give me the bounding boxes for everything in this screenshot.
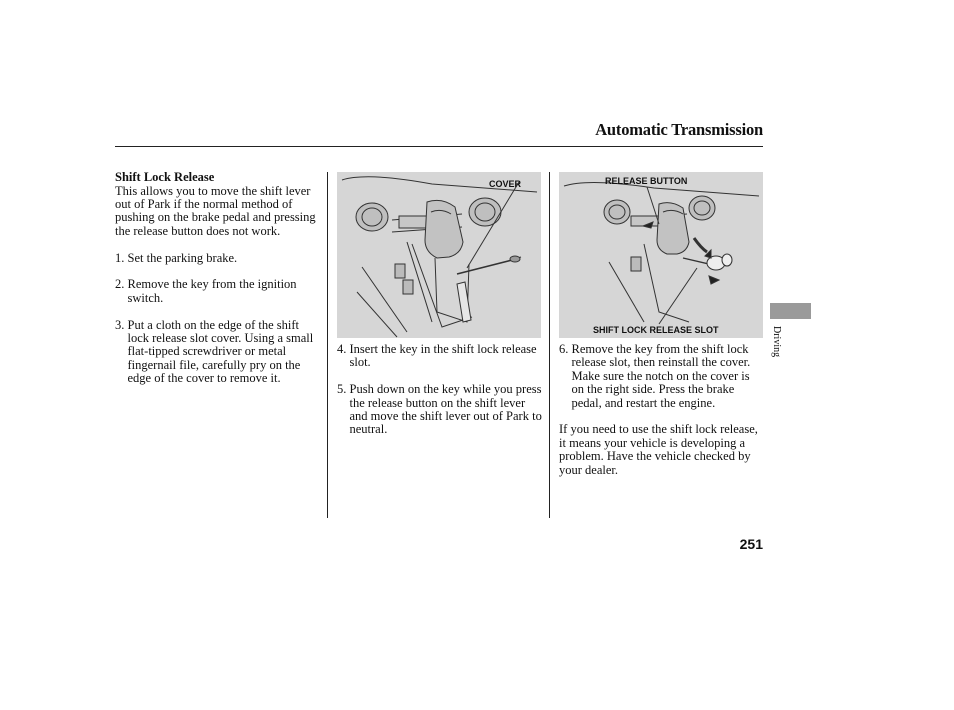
callout-release-button: RELEASE BUTTON <box>605 176 688 186</box>
section-heading: Shift Lock Release <box>115 170 215 184</box>
callout-shift-lock-release-slot: SHIFT LOCK RELEASE SLOT <box>593 325 719 335</box>
closing-note: If you need to use the shift lock release, it means your vehicle is developing a problem. Have the vehicle checked by your dealer. <box>559 422 758 477</box>
shift-lock-release-illustration <box>559 172 763 338</box>
step-number: 2. <box>115 277 125 292</box>
step-text: Push down on the key while you press the release button on the shift lever and move the shift lever out of Park to neutral. <box>349 382 542 437</box>
step-2 <box>115 278 321 305</box>
page-title: Automatic Transmission <box>595 120 763 139</box>
step-text: Set the parking brake. <box>127 250 238 265</box>
section-intro: This allows you to move the shift lever out of Park if the normal method of pushing on the brake pedal and pressing the release button does not work. <box>115 183 316 238</box>
step-number: 4. <box>337 342 347 356</box>
section-side-label: Driving <box>771 326 782 358</box>
step-number: 6. <box>559 342 569 356</box>
column-divider <box>549 172 550 518</box>
step-1 <box>115 252 321 265</box>
column-2 <box>337 343 543 437</box>
step-6 <box>559 343 764 410</box>
section-side-tab <box>770 303 811 319</box>
step-number: 1. <box>115 250 125 265</box>
column-3 <box>559 343 764 477</box>
figure-release-slot <box>559 172 763 338</box>
figure-cover-removal <box>337 172 541 338</box>
title-divider <box>115 146 763 147</box>
callout-cover: COVER <box>489 179 522 189</box>
step-text: Put a cloth on the edge of the shift lock release slot cover. Using a small flat-tipped screwdriver or metal fingernail file, carefully pry on the edge of the cover to remove it. <box>127 317 314 386</box>
column-1 <box>115 171 321 386</box>
step-number: 5. <box>337 382 347 397</box>
step-5 <box>337 383 543 437</box>
shift-lever-cover-illustration <box>337 172 541 338</box>
step-number: 3. <box>115 317 125 332</box>
column-divider <box>327 172 328 518</box>
step-text: Remove the key from the ignition switch. <box>127 277 297 305</box>
step-4 <box>337 343 543 370</box>
step-text: Remove the key from the shift lock release slot, then reinstall the cover. Make sure the notch on the cover is on the right side. Press the brake pedal, and restart the engine. <box>571 342 751 410</box>
step-3 <box>115 319 321 386</box>
step-text: Insert the key in the shift lock release slot. <box>349 342 537 370</box>
page-number: 251 <box>739 536 763 552</box>
